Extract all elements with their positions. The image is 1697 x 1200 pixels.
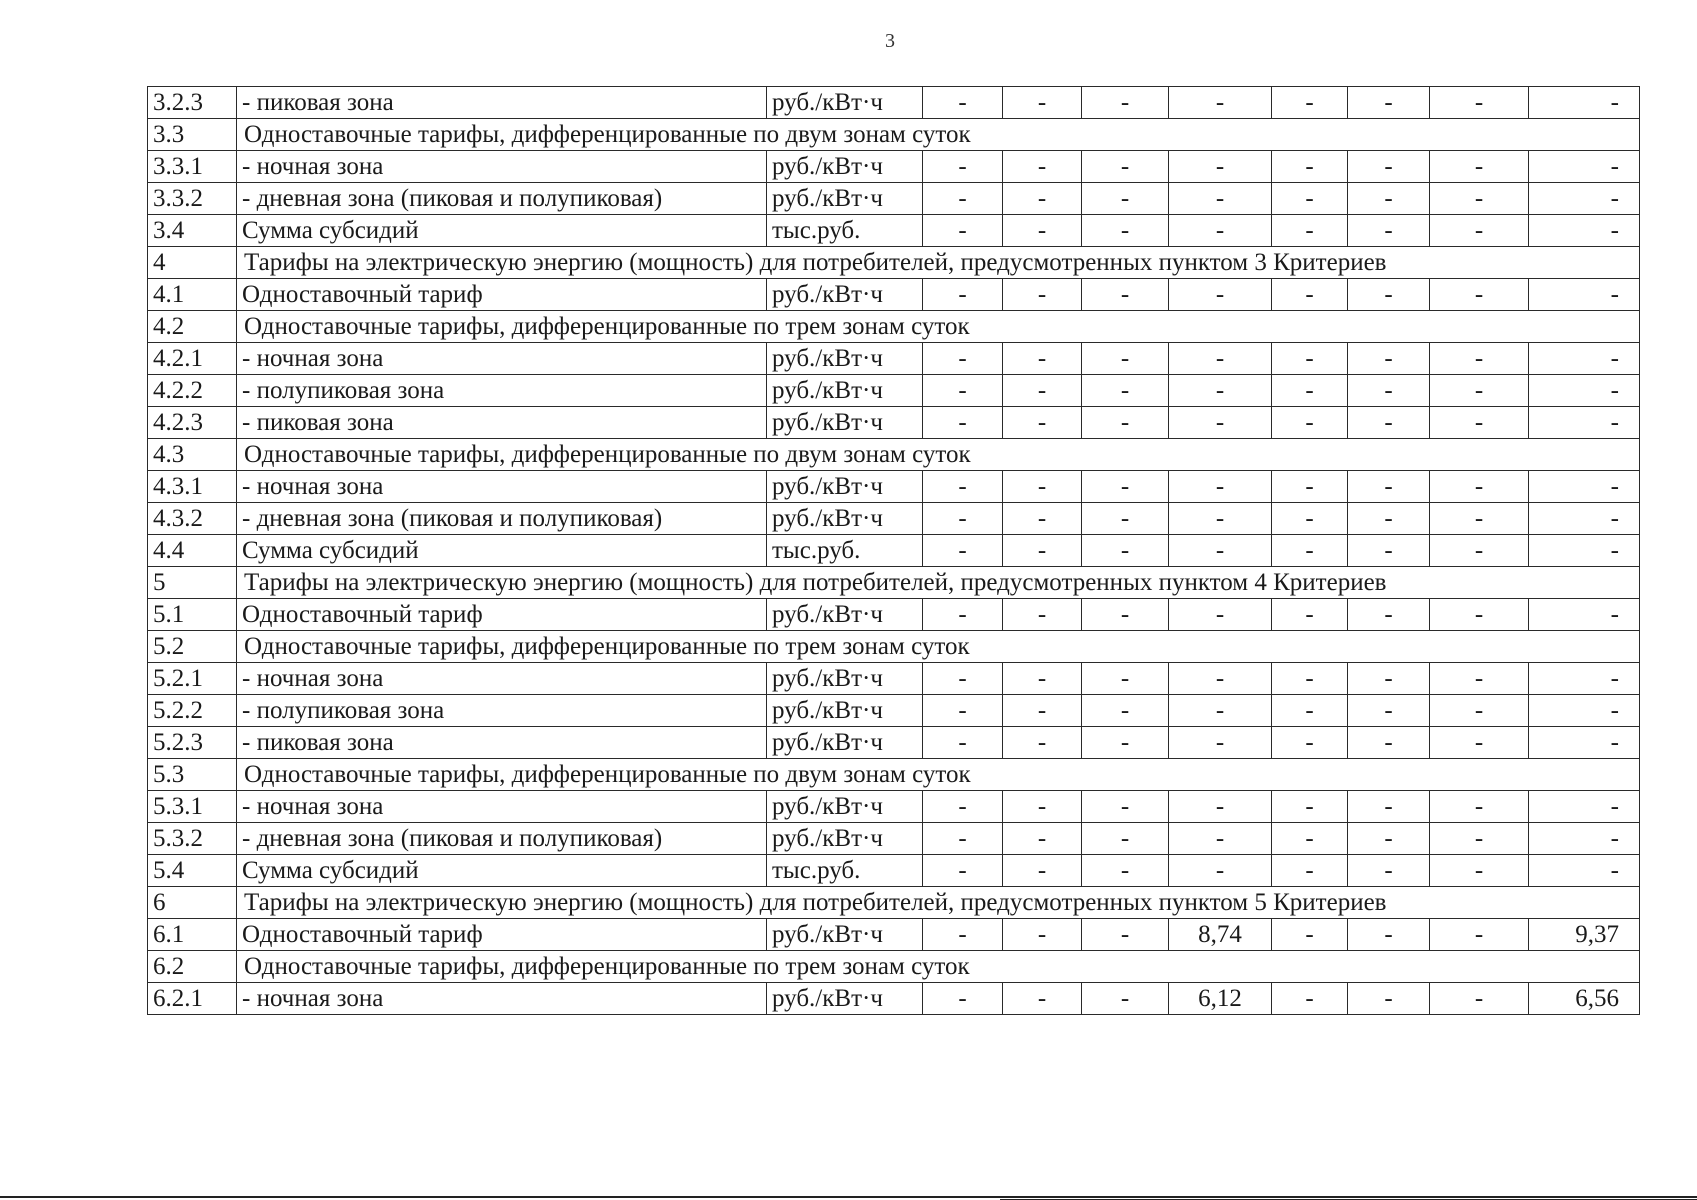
row-number: 4.4 — [148, 535, 237, 567]
table-row — [148, 503, 1640, 535]
table-row — [148, 983, 1640, 1015]
value-cell: - — [1169, 87, 1272, 119]
value-cell: - — [1529, 375, 1640, 407]
row-name: Тарифы на электрическую энергию (мощность) для потребителей, предусмотренных пунктом 4 Критериев — [237, 567, 1640, 599]
value-cell: - — [1348, 151, 1430, 183]
row-number: 4 — [148, 247, 237, 279]
row-name: - пиковая зона — [237, 727, 767, 759]
table-row — [148, 215, 1640, 247]
value-cell: - — [1529, 663, 1640, 695]
row-unit: руб./кВт·ч — [767, 599, 923, 631]
value-cell: - — [923, 375, 1003, 407]
value-cell: - — [1272, 791, 1348, 823]
value-cell: - — [923, 183, 1003, 215]
value-cell: - — [1348, 407, 1430, 439]
value-cell: - — [1082, 375, 1169, 407]
value-cell: - — [1430, 503, 1529, 535]
value-cell: - — [1082, 695, 1169, 727]
row-name: Одноставочные тарифы, дифференцированные по двум зонам суток — [237, 439, 1640, 471]
value-cell: - — [1003, 87, 1082, 119]
value-cell: - — [1082, 535, 1169, 567]
value-cell: - — [1169, 503, 1272, 535]
value-cell: - — [1003, 471, 1082, 503]
table-row — [148, 535, 1640, 567]
value-cell: 8,74 — [1169, 919, 1272, 951]
value-cell: - — [1430, 919, 1529, 951]
row-number: 5.4 — [148, 855, 237, 887]
row-unit: руб./кВт·ч — [767, 919, 923, 951]
value-cell: - — [1003, 535, 1082, 567]
row-number: 5.2.2 — [148, 695, 237, 727]
value-cell: - — [1529, 823, 1640, 855]
value-cell: - — [1003, 407, 1082, 439]
value-cell: - — [1430, 823, 1529, 855]
value-cell: - — [1169, 343, 1272, 375]
value-cell: - — [1430, 983, 1529, 1015]
row-unit: руб./кВт·ч — [767, 375, 923, 407]
row-number: 6.2 — [148, 951, 237, 983]
row-number: 3.3 — [148, 119, 237, 151]
value-cell: 6,56 — [1529, 983, 1640, 1015]
row-name: Одноставочные тарифы, дифференцированные по трем зонам суток — [237, 951, 1640, 983]
value-cell: - — [1082, 727, 1169, 759]
value-cell: - — [1529, 183, 1640, 215]
table-row — [148, 663, 1640, 695]
row-number: 6.1 — [148, 919, 237, 951]
table-section-row — [148, 119, 1640, 151]
row-name: Сумма субсидий — [237, 215, 767, 247]
value-cell: - — [1003, 375, 1082, 407]
value-cell: - — [1348, 183, 1430, 215]
row-name: Одноставочный тариф — [237, 599, 767, 631]
table-section-row — [148, 887, 1640, 919]
value-cell: - — [1003, 215, 1082, 247]
value-cell: - — [923, 407, 1003, 439]
row-name: - полупиковая зона — [237, 695, 767, 727]
row-number: 4.3 — [148, 439, 237, 471]
table-row — [148, 727, 1640, 759]
value-cell: - — [1430, 87, 1529, 119]
table-section-row — [148, 311, 1640, 343]
row-unit: руб./кВт·ч — [767, 183, 923, 215]
value-cell: - — [1348, 983, 1430, 1015]
row-name: - дневная зона (пиковая и полупиковая) — [237, 823, 767, 855]
value-cell: - — [1529, 151, 1640, 183]
value-cell: - — [1003, 855, 1082, 887]
value-cell: - — [1082, 471, 1169, 503]
row-name: Одноставочные тарифы, дифференцированные по трем зонам суток — [237, 631, 1640, 663]
value-cell: - — [1169, 183, 1272, 215]
tariff-table — [147, 86, 1640, 1015]
value-cell: - — [1272, 535, 1348, 567]
row-unit: руб./кВт·ч — [767, 87, 923, 119]
row-number: 3.3.2 — [148, 183, 237, 215]
value-cell: - — [923, 695, 1003, 727]
value-cell: - — [1082, 823, 1169, 855]
value-cell: - — [1529, 535, 1640, 567]
row-number: 4.3.1 — [148, 471, 237, 503]
table-section-row — [148, 759, 1640, 791]
row-name: Одноставочные тарифы, дифференцированные по двум зонам суток — [237, 759, 1640, 791]
row-number: 4.1 — [148, 279, 237, 311]
row-name: - ночная зона — [237, 983, 767, 1015]
row-number: 6 — [148, 887, 237, 919]
value-cell: - — [1272, 695, 1348, 727]
value-cell: - — [923, 599, 1003, 631]
value-cell: - — [1430, 855, 1529, 887]
value-cell: - — [1082, 503, 1169, 535]
value-cell: - — [1003, 823, 1082, 855]
row-name: - ночная зона — [237, 471, 767, 503]
row-unit: тыс.руб. — [767, 855, 923, 887]
value-cell: - — [923, 983, 1003, 1015]
row-unit: руб./кВт·ч — [767, 503, 923, 535]
value-cell: - — [1003, 791, 1082, 823]
value-cell: - — [1529, 87, 1640, 119]
table-row — [148, 279, 1640, 311]
value-cell: - — [1348, 599, 1430, 631]
value-cell: - — [1430, 407, 1529, 439]
value-cell: - — [1169, 823, 1272, 855]
row-name: - ночная зона — [237, 791, 767, 823]
value-cell: - — [1082, 407, 1169, 439]
row-number: 5.3.2 — [148, 823, 237, 855]
row-unit: руб./кВт·ч — [767, 407, 923, 439]
row-unit: руб./кВт·ч — [767, 279, 923, 311]
table-section-row — [148, 567, 1640, 599]
row-name: - полупиковая зона — [237, 375, 767, 407]
table-row — [148, 791, 1640, 823]
value-cell: - — [1348, 823, 1430, 855]
row-number: 5.3 — [148, 759, 237, 791]
row-number: 5.1 — [148, 599, 237, 631]
value-cell: - — [1272, 471, 1348, 503]
row-number: 5.2.3 — [148, 727, 237, 759]
value-cell: - — [923, 343, 1003, 375]
table-row — [148, 407, 1640, 439]
row-name: Одноставочные тарифы, дифференцированные по двум зонам суток — [237, 119, 1640, 151]
value-cell: - — [923, 727, 1003, 759]
row-name: - пиковая зона — [237, 87, 767, 119]
value-cell: - — [923, 855, 1003, 887]
value-cell: - — [1430, 535, 1529, 567]
value-cell: - — [1169, 791, 1272, 823]
value-cell: - — [1430, 375, 1529, 407]
table-row — [148, 823, 1640, 855]
value-cell: - — [1272, 279, 1348, 311]
row-number: 3.2.3 — [148, 87, 237, 119]
value-cell: - — [1430, 471, 1529, 503]
row-name: Тарифы на электрическую энергию (мощность) для потребителей, предусмотренных пунктом 3 Критериев — [237, 247, 1640, 279]
value-cell: - — [1003, 599, 1082, 631]
row-name: - дневная зона (пиковая и полупиковая) — [237, 183, 767, 215]
row-number: 3.3.1 — [148, 151, 237, 183]
value-cell: 6,12 — [1169, 983, 1272, 1015]
row-number: 3.4 — [148, 215, 237, 247]
row-unit: руб./кВт·ч — [767, 151, 923, 183]
value-cell: - — [1430, 695, 1529, 727]
value-cell: - — [1169, 471, 1272, 503]
table-row — [148, 375, 1640, 407]
row-name: - ночная зона — [237, 343, 767, 375]
value-cell: - — [1272, 983, 1348, 1015]
value-cell: - — [1272, 503, 1348, 535]
value-cell: - — [1169, 695, 1272, 727]
table-section-row — [148, 631, 1640, 663]
value-cell: - — [1272, 823, 1348, 855]
value-cell: - — [1272, 599, 1348, 631]
row-unit: руб./кВт·ч — [767, 823, 923, 855]
row-unit: руб./кВт·ч — [767, 663, 923, 695]
value-cell: - — [1348, 279, 1430, 311]
row-name: Одноставочный тариф — [237, 279, 767, 311]
value-cell: - — [1348, 503, 1430, 535]
value-cell: - — [1082, 599, 1169, 631]
row-number: 5.2 — [148, 631, 237, 663]
value-cell: - — [1272, 407, 1348, 439]
value-cell: - — [1169, 407, 1272, 439]
value-cell: - — [1348, 375, 1430, 407]
value-cell: - — [1430, 183, 1529, 215]
row-unit: руб./кВт·ч — [767, 983, 923, 1015]
value-cell: - — [1348, 727, 1430, 759]
value-cell: - — [1082, 663, 1169, 695]
value-cell: - — [1082, 279, 1169, 311]
value-cell: - — [1003, 663, 1082, 695]
table-row — [148, 343, 1640, 375]
value-cell: - — [1348, 855, 1430, 887]
value-cell: - — [1082, 151, 1169, 183]
row-name: - ночная зона — [237, 151, 767, 183]
value-cell: - — [1430, 343, 1529, 375]
table-row — [148, 919, 1640, 951]
value-cell: - — [1430, 599, 1529, 631]
row-name: Одноставочный тариф — [237, 919, 767, 951]
value-cell: - — [1529, 791, 1640, 823]
value-cell: - — [1348, 663, 1430, 695]
row-number: 5.2.1 — [148, 663, 237, 695]
value-cell: - — [1529, 343, 1640, 375]
table-row — [148, 855, 1640, 887]
value-cell: - — [923, 503, 1003, 535]
value-cell: - — [1272, 919, 1348, 951]
value-cell: - — [1348, 215, 1430, 247]
value-cell: - — [1169, 151, 1272, 183]
table-row — [148, 151, 1640, 183]
value-cell: - — [923, 919, 1003, 951]
row-name: Сумма субсидий — [237, 855, 767, 887]
value-cell: - — [1082, 183, 1169, 215]
page-bottom-rule — [0, 1196, 1697, 1198]
row-number: 4.2 — [148, 311, 237, 343]
value-cell: - — [1082, 983, 1169, 1015]
table-body — [148, 87, 1640, 1015]
value-cell: - — [923, 471, 1003, 503]
value-cell: - — [1529, 695, 1640, 727]
value-cell: - — [1169, 279, 1272, 311]
value-cell: - — [1003, 343, 1082, 375]
value-cell: - — [1529, 215, 1640, 247]
table-section-row — [148, 951, 1640, 983]
row-name: Сумма субсидий — [237, 535, 767, 567]
table-row — [148, 695, 1640, 727]
value-cell: - — [923, 663, 1003, 695]
value-cell: - — [1272, 215, 1348, 247]
value-cell: - — [1169, 727, 1272, 759]
value-cell: - — [1348, 535, 1430, 567]
value-cell: - — [1272, 343, 1348, 375]
value-cell: - — [1272, 663, 1348, 695]
value-cell: - — [1430, 151, 1529, 183]
value-cell: - — [1348, 919, 1430, 951]
row-unit: руб./кВт·ч — [767, 695, 923, 727]
table-row — [148, 599, 1640, 631]
value-cell: - — [1082, 215, 1169, 247]
value-cell: - — [1348, 343, 1430, 375]
value-cell: - — [1003, 983, 1082, 1015]
value-cell: - — [1169, 535, 1272, 567]
value-cell: - — [1348, 695, 1430, 727]
row-unit: руб./кВт·ч — [767, 791, 923, 823]
value-cell: 9,37 — [1529, 919, 1640, 951]
value-cell: - — [1082, 855, 1169, 887]
value-cell: - — [923, 791, 1003, 823]
row-unit: тыс.руб. — [767, 535, 923, 567]
value-cell: - — [923, 87, 1003, 119]
row-unit: руб./кВт·ч — [767, 471, 923, 503]
value-cell: - — [1003, 151, 1082, 183]
value-cell: - — [1348, 791, 1430, 823]
row-number: 4.2.3 — [148, 407, 237, 439]
table-section-row — [148, 439, 1640, 471]
value-cell: - — [923, 823, 1003, 855]
row-name: Одноставочные тарифы, дифференцированные по трем зонам суток — [237, 311, 1640, 343]
value-cell: - — [1169, 215, 1272, 247]
row-unit: руб./кВт·ч — [767, 727, 923, 759]
value-cell: - — [1272, 87, 1348, 119]
table-row — [148, 87, 1640, 119]
row-number: 6.2.1 — [148, 983, 237, 1015]
value-cell: - — [1430, 791, 1529, 823]
value-cell: - — [1082, 791, 1169, 823]
value-cell: - — [1272, 183, 1348, 215]
row-number: 4.3.2 — [148, 503, 237, 535]
value-cell: - — [1529, 279, 1640, 311]
row-number: 4.2.2 — [148, 375, 237, 407]
row-name: - пиковая зона — [237, 407, 767, 439]
value-cell: - — [1430, 279, 1529, 311]
value-cell: - — [1003, 695, 1082, 727]
value-cell: - — [1169, 375, 1272, 407]
value-cell: - — [1430, 727, 1529, 759]
row-number: 5 — [148, 567, 237, 599]
value-cell: - — [1348, 87, 1430, 119]
table-row — [148, 471, 1640, 503]
value-cell: - — [1003, 919, 1082, 951]
value-cell: - — [1529, 503, 1640, 535]
value-cell: - — [1529, 855, 1640, 887]
value-cell: - — [1430, 215, 1529, 247]
row-name: - дневная зона (пиковая и полупиковая) — [237, 503, 767, 535]
value-cell: - — [1529, 599, 1640, 631]
row-name: - ночная зона — [237, 663, 767, 695]
value-cell: - — [1272, 727, 1348, 759]
value-cell: - — [1272, 375, 1348, 407]
value-cell: - — [1169, 599, 1272, 631]
value-cell: - — [1529, 471, 1640, 503]
row-name: Тарифы на электрическую энергию (мощность) для потребителей, предусмотренных пунктом 5 Критериев — [237, 887, 1640, 919]
table-section-row — [148, 247, 1640, 279]
row-number: 5.3.1 — [148, 791, 237, 823]
value-cell: - — [1348, 471, 1430, 503]
value-cell: - — [1082, 87, 1169, 119]
table-row — [148, 183, 1640, 215]
value-cell: - — [1529, 727, 1640, 759]
row-unit: тыс.руб. — [767, 215, 923, 247]
page-number: 3 — [885, 30, 895, 52]
value-cell: - — [1003, 279, 1082, 311]
value-cell: - — [1430, 663, 1529, 695]
value-cell: - — [1529, 407, 1640, 439]
value-cell: - — [1272, 855, 1348, 887]
value-cell: - — [1003, 183, 1082, 215]
value-cell: - — [923, 215, 1003, 247]
value-cell: - — [1272, 151, 1348, 183]
value-cell: - — [1169, 855, 1272, 887]
value-cell: - — [1082, 343, 1169, 375]
value-cell: - — [1003, 727, 1082, 759]
value-cell: - — [1082, 919, 1169, 951]
value-cell: - — [923, 535, 1003, 567]
value-cell: - — [1169, 663, 1272, 695]
value-cell: - — [923, 279, 1003, 311]
row-unit: руб./кВт·ч — [767, 343, 923, 375]
row-number: 4.2.1 — [148, 343, 237, 375]
value-cell: - — [1003, 503, 1082, 535]
value-cell: - — [923, 151, 1003, 183]
